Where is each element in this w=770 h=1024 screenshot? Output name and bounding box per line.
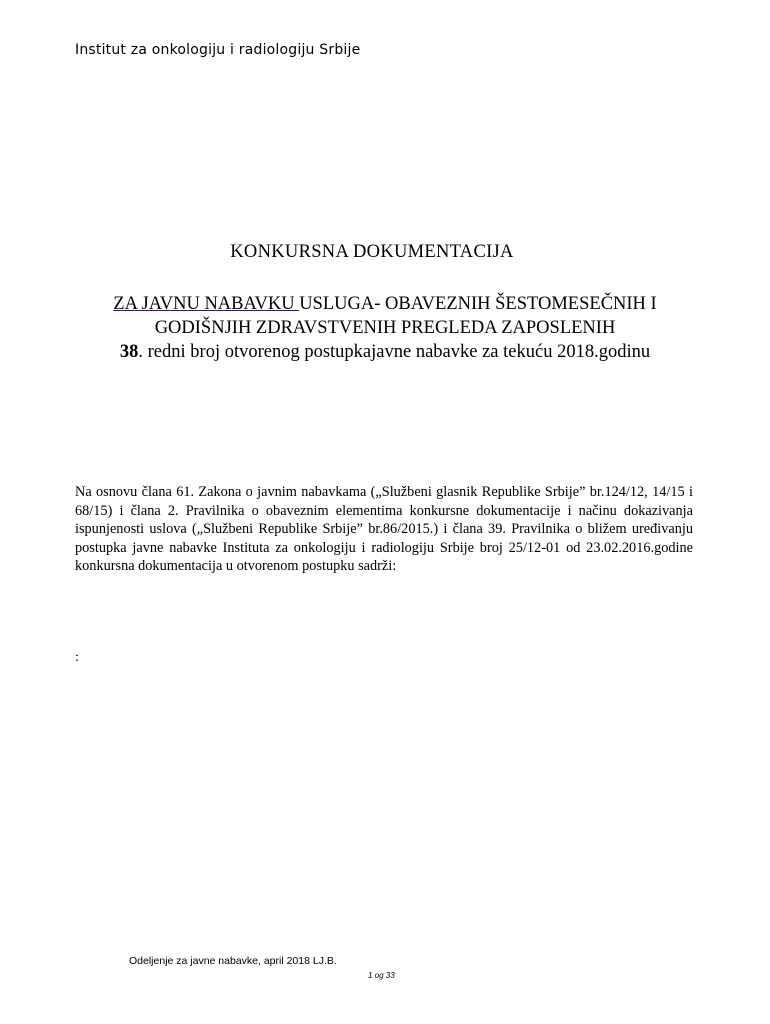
colon-mark: :: [75, 650, 79, 665]
title-line-3-rest: . redni broj otvorenog postupkajavne nabavke za tekuću 2018.godinu: [138, 342, 651, 362]
footer-department: Odeljenje za javne nabavke, april 2018 LJ.B.: [129, 955, 337, 967]
title-line-1: [113, 294, 656, 314]
title-line-1-rest: USLUGA- OBAVEZNIH ŠESTOMESEČNIH I: [299, 294, 657, 314]
institution-header: Institut za onkologiju i radiologiju Srbije: [75, 42, 361, 58]
legal-basis-paragraph: Na osnovu člana 61. Zakona o javnim nabavkama („Službeni glasnik Republike Srbije” br.124/12, 14/15 i 68/15) i člana 2. Pravilnika o obaveznim elementima konkursne dokumentacije i načinu dokazivanja ispunjenosti uslova („Službeni Republike Srbije” br.86/2015.) i člana 39. Pravilnika o bližem uređivanju postupka javne nabavke Instituta za onkologiju i radiologiju Srbije broj 25/12-01 od 23.02.2016.godine konkursna dokumentacija u otvorenom postupku sadrži:: [75, 484, 693, 574]
title-line-3: [120, 342, 650, 362]
title-line-2: GODIŠNJIH ZDRAVSTVENIH PREGLEDA ZAPOSLENIH: [154, 318, 616, 338]
page-number: 1 og 33: [368, 971, 395, 980]
document-title: KONKURSNA DOKUMENTACIJA: [230, 242, 514, 262]
procurement-title-block: [60, 292, 710, 364]
procurement-link[interactable]: ZA JAVNU NABAVKU: [113, 294, 300, 314]
procedure-number: 38: [119, 342, 139, 362]
